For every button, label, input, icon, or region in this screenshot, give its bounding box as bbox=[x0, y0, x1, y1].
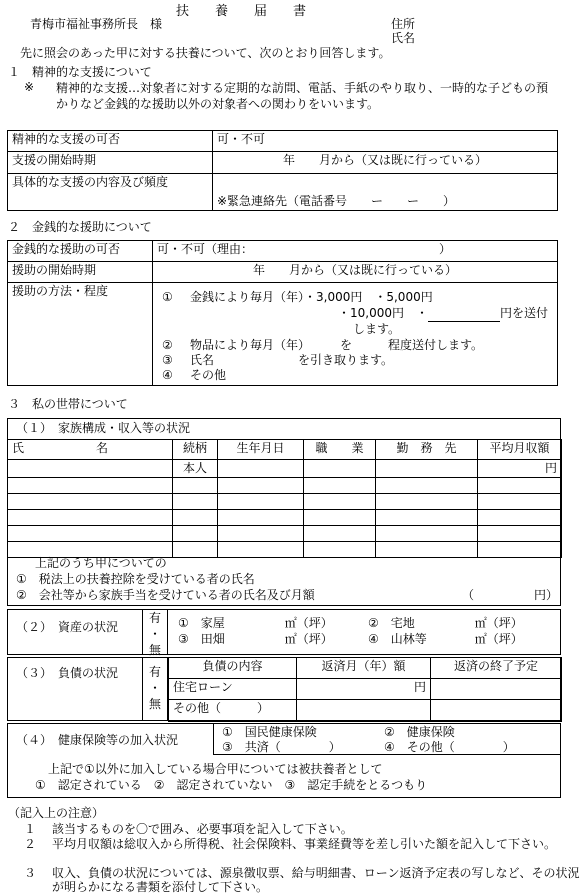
income-cell[interactable] bbox=[478, 510, 562, 526]
method-1-amount-suffix: 円を送付 bbox=[500, 306, 549, 320]
table-row bbox=[8, 460, 562, 478]
workplace-cell[interactable] bbox=[376, 526, 478, 542]
section3-heading: ３ 私の世帯について bbox=[8, 397, 128, 411]
housing-loan-end[interactable] bbox=[431, 679, 562, 700]
birthdate-cell[interactable] bbox=[218, 542, 304, 558]
presence-no: 無 bbox=[148, 697, 161, 712]
birthdate-cell[interactable] bbox=[218, 510, 304, 526]
support-start-value[interactable]: 年 月から（又は既に行っている） bbox=[213, 152, 558, 174]
occupation-cell[interactable] bbox=[304, 526, 376, 542]
family-note-2: ② 会社等から家族手当を受けている者の氏名及び月額 bbox=[16, 588, 315, 602]
method-1-num: ① bbox=[162, 290, 173, 304]
income-cell[interactable] bbox=[478, 478, 562, 494]
workplace-cell[interactable] bbox=[376, 478, 478, 494]
method-3-num: ③ bbox=[162, 353, 173, 367]
income-cell[interactable] bbox=[478, 494, 562, 510]
section1-heading: １ 精神的な支援について bbox=[8, 65, 152, 79]
note-mark: ※ bbox=[24, 80, 35, 94]
assets-label: （２） 資産の状況 bbox=[16, 620, 119, 634]
method-1-other bbox=[338, 306, 548, 322]
support-detail-label: 具体的な支援の内容及び頻度 bbox=[8, 174, 213, 211]
relation-cell[interactable] bbox=[173, 542, 218, 558]
addressee: 青梅市福祉事務所長 様 bbox=[30, 17, 163, 31]
section1-note: 精神的な支援…対象者に対する定期的な訪問、電話、手紙のやり取り、一時的な子どもの預かりなど金銭的な援助以外の対象者への関わりをいいます。 bbox=[56, 81, 549, 111]
insurance-mutual[interactable]: ③ 共済（ ） bbox=[222, 740, 341, 754]
occupation-cell[interactable] bbox=[304, 478, 376, 494]
workplace-cell[interactable] bbox=[376, 542, 478, 558]
asset-land: ② 宅地 ㎡（坪） bbox=[368, 616, 523, 630]
col-relation: 続柄 bbox=[173, 440, 218, 460]
relation-cell[interactable] bbox=[173, 478, 218, 494]
intro-text: 先に照会のあった甲に対する扶養について、次のとおり回答します。 bbox=[20, 46, 391, 60]
insurance-other[interactable]: ④ その他（ ） bbox=[384, 740, 515, 754]
asset-field: ③ 田畑 ㎡（坪） bbox=[178, 632, 333, 646]
asset-house: ① 家屋 ㎡（坪） bbox=[178, 616, 333, 630]
method-4-text: その他 bbox=[190, 368, 227, 382]
other-debt-label[interactable]: その他（ ） bbox=[169, 700, 297, 722]
method-1-end: します。 bbox=[353, 322, 401, 336]
housing-loan-amount[interactable]: 円 bbox=[297, 679, 431, 700]
financial-start-label: 援助の開始時期 bbox=[8, 262, 153, 283]
family-title: （１） 家族構成・収入等の状況 bbox=[16, 421, 191, 435]
debts-table bbox=[168, 657, 562, 722]
family-allowance-amount[interactable]: （ 円） bbox=[462, 588, 559, 602]
relation-cell: 本人 bbox=[173, 460, 218, 478]
presence-yes: 有 bbox=[148, 665, 161, 679]
method-1-text: 金銭により毎月（年）・3,000円 ・5,000円 bbox=[190, 290, 433, 304]
col-occupation: 職 業 bbox=[304, 440, 376, 460]
insurance-note: 上記で①以外に加入している場合甲については被扶養者として bbox=[48, 762, 383, 776]
note-1: 該当するものを〇で囲み、必要事項を記入して下さい。 bbox=[52, 822, 353, 836]
table-row bbox=[8, 494, 562, 510]
workplace-cell[interactable] bbox=[376, 510, 478, 526]
financial-method-label: 援助の方法・程度 bbox=[8, 283, 153, 386]
method-2-num: ② bbox=[162, 338, 173, 352]
workplace-cell[interactable] bbox=[376, 460, 478, 478]
debt-col-end: 返済の終了予定 bbox=[431, 658, 562, 679]
address-label: 住所 bbox=[391, 17, 416, 31]
financial-possible-value[interactable]: 可・不可（理由： ） bbox=[153, 241, 558, 262]
assets-presence[interactable] bbox=[148, 610, 162, 659]
name-cell[interactable] bbox=[8, 494, 173, 510]
method-1-other-text: ・10,000円 ・ bbox=[338, 306, 428, 320]
note-2: 平均月収額は総収入から所得税、社会保険料、事業経費等を差し引いた額を記入して下さい。 bbox=[52, 837, 557, 851]
col-birthdate: 生年月日 bbox=[218, 440, 304, 460]
workplace-cell[interactable] bbox=[376, 494, 478, 510]
asset-forest: ④ 山林等 ㎡（坪） bbox=[368, 632, 523, 646]
note-3: 収入、負債の状況については、源泉徴収票、給与明細書、ローン返済予定表の写しなど、その状況が明らかになる書類を添付して下さい。 bbox=[52, 866, 580, 894]
col-workplace: 勤 務 先 bbox=[376, 440, 478, 460]
occupation-cell[interactable] bbox=[304, 494, 376, 510]
other-debt-end[interactable] bbox=[431, 700, 562, 722]
occupation-cell[interactable] bbox=[304, 510, 376, 526]
support-start-label: 支援の開始時期 bbox=[8, 152, 213, 174]
relation-cell[interactable] bbox=[173, 526, 218, 542]
debt-col-content: 負債の内容 bbox=[169, 658, 297, 679]
form-title: 扶 養 届 書 bbox=[176, 4, 307, 19]
method-4-num: ④ bbox=[162, 368, 173, 382]
notes-title: （記入上の注意） bbox=[8, 806, 105, 820]
note-1-num: １ bbox=[24, 822, 37, 836]
other-debt-amount[interactable] bbox=[297, 700, 431, 722]
name-cell[interactable] bbox=[8, 510, 173, 526]
support-possible-value[interactable]: 可・不可 bbox=[213, 131, 558, 152]
occupation-cell[interactable] bbox=[304, 460, 376, 478]
section2-heading: ２ 金銭的な援助について bbox=[8, 220, 152, 234]
support-possible-label: 精神的な支援の可否 bbox=[8, 131, 213, 152]
presence-sep: ・ bbox=[148, 681, 161, 696]
income-cell[interactable] bbox=[478, 526, 562, 542]
occupation-cell[interactable] bbox=[304, 542, 376, 558]
birthdate-cell[interactable] bbox=[218, 526, 304, 542]
birthdate-cell[interactable] bbox=[218, 494, 304, 510]
insurance-choices[interactable]: ① 認定されている ② 認定されていない ③ 認定手続をとるつもり bbox=[35, 778, 428, 792]
presence-yes: 有 bbox=[148, 611, 161, 625]
method-1-amount-blank[interactable] bbox=[428, 306, 500, 322]
debts-label: （３） 負債の状況 bbox=[16, 666, 119, 680]
housing-loan-label: 住宅ローン bbox=[169, 679, 297, 700]
col-name: 氏 名 bbox=[8, 440, 173, 460]
insurance-health[interactable]: ② 健康保険 bbox=[384, 725, 455, 739]
name-cell[interactable] bbox=[8, 526, 173, 542]
col-income: 平均月収額 bbox=[478, 440, 562, 460]
family-table bbox=[7, 439, 562, 558]
presence-sep: ・ bbox=[148, 627, 161, 642]
method-2-text: 物品により毎月（年） を 程度送付します。 bbox=[190, 338, 484, 352]
family-note-1: ① 税法上の扶養控除を受けている者の氏名 bbox=[16, 572, 255, 586]
support-table bbox=[7, 130, 558, 211]
birthdate-cell[interactable] bbox=[218, 460, 304, 478]
name-cell[interactable] bbox=[8, 460, 173, 478]
note-3-num: ３ bbox=[24, 866, 37, 880]
insurance-national[interactable]: ① 国民健康保険 bbox=[222, 725, 317, 739]
method-3-text: 氏名 を引き取ります。 bbox=[190, 353, 394, 367]
note-2-num: ２ bbox=[24, 837, 37, 851]
insurance-label: （４） 健康保険等の加入状況 bbox=[16, 733, 179, 747]
income-cell[interactable]: 円 bbox=[478, 460, 562, 478]
relation-cell[interactable] bbox=[173, 494, 218, 510]
relation-cell[interactable] bbox=[173, 510, 218, 526]
income-cell[interactable] bbox=[478, 542, 562, 558]
table-row bbox=[8, 478, 562, 494]
birthdate-cell[interactable] bbox=[218, 478, 304, 494]
name-label: 氏名 bbox=[391, 31, 416, 45]
family-note-title: 上記のうち甲についての bbox=[35, 556, 167, 570]
presence-no: 無 bbox=[148, 643, 161, 658]
emergency-contact-field[interactable]: ※緊急連絡先（電話番号 ー ー ） bbox=[213, 174, 558, 211]
financial-start-value[interactable]: 年 月から（又は既に行っている） bbox=[153, 262, 558, 283]
name-cell[interactable] bbox=[8, 478, 173, 494]
debt-col-amount: 返済月（年）額 bbox=[297, 658, 431, 679]
debts-presence[interactable] bbox=[148, 664, 162, 713]
table-row bbox=[8, 526, 562, 542]
financial-possible-label: 金銭的な援助の可否 bbox=[8, 241, 153, 262]
table-row bbox=[8, 510, 562, 526]
